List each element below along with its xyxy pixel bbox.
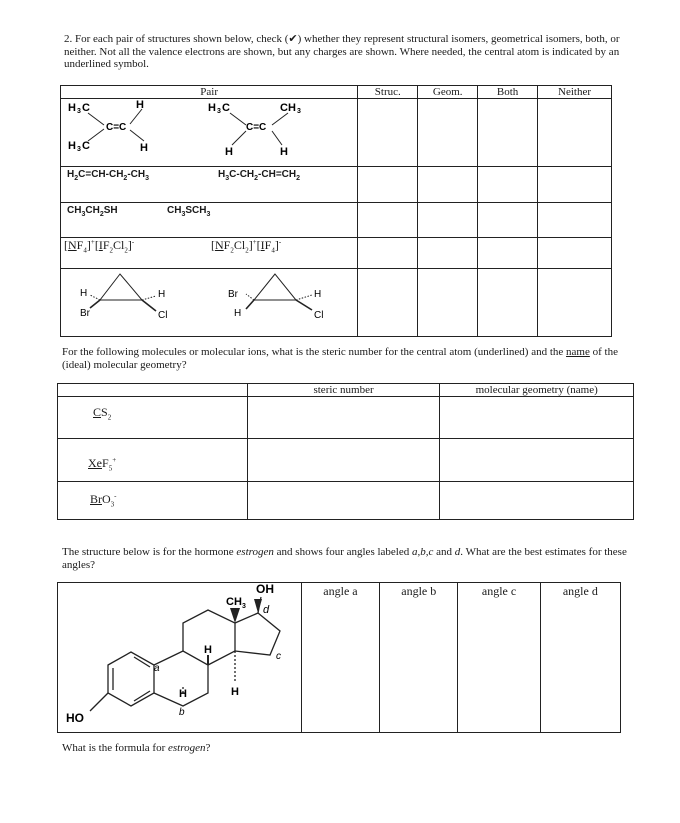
check-struc-2[interactable] [358, 167, 418, 203]
steric-bro3-answer[interactable] [247, 482, 440, 520]
label-ho: HO [66, 711, 84, 725]
svg-text:CH: CH [280, 102, 296, 114]
pair-2-right: $H_3C-CH_2-CH=CH_2$ [218, 169, 301, 182]
check-struc-3[interactable] [358, 203, 418, 238]
svg-text:H: H [208, 102, 216, 114]
steric-cs2-answer[interactable] [247, 397, 440, 439]
estrogen-formula-question: What is the formula for estrogen? [62, 742, 211, 754]
svg-text:CH: CH [226, 596, 242, 608]
atom-h-5a: H [80, 288, 88, 299]
svg-text:C=C: C=C [246, 122, 267, 133]
svg-text:H: H [234, 308, 242, 319]
svg-text:Cl: Cl [314, 310, 324, 321]
angle-d-cell[interactable] [540, 583, 620, 733]
header-molecular-geometry: molecular geometry (name) [440, 384, 634, 397]
atom-h-1b: H [140, 142, 148, 154]
angle-c-cell[interactable] [458, 583, 540, 733]
angle-b-label: angle b [401, 584, 437, 598]
svg-text:3: 3 [297, 108, 301, 115]
atom-h3c-1: H [68, 102, 76, 114]
atom-br-5a: Br [80, 308, 90, 319]
check-neither-1[interactable] [538, 99, 612, 167]
check-struc-1[interactable] [358, 99, 418, 167]
molecule-xef5: XeF$_5$+ [88, 456, 117, 473]
angle-b-cell[interactable] [380, 583, 458, 733]
svg-text:C: C [82, 140, 90, 152]
cyclopropane-pair-structures [60, 266, 360, 330]
angle-a-label: angle a [323, 584, 358, 598]
check-neither-5[interactable] [538, 269, 612, 337]
steric-xef5-answer[interactable] [247, 439, 440, 482]
pair-2-left: $H_2C=CH-CH_2-CH_3$ [67, 169, 150, 182]
estrogen-intro [62, 546, 632, 571]
label-c: c [276, 651, 281, 662]
label-a: a [154, 663, 160, 674]
svg-text:H: H [68, 140, 76, 152]
pair-3-left: $CH_3CH_2SH$ [67, 205, 118, 218]
header-steric-number: steric number [247, 384, 440, 397]
svg-text:H: H [158, 289, 166, 300]
svg-text:C=C: C=C [106, 122, 127, 133]
pair-4-left: $[NF_4]^+[IF_2Cl_2]^-$ [64, 238, 135, 255]
svg-text:C: C [222, 102, 230, 114]
atom-c-1: C [82, 102, 90, 114]
check-geom-5[interactable] [418, 269, 478, 337]
check-both-1[interactable] [478, 99, 538, 167]
pair-3-right: $CH_3SCH_3$ [167, 205, 211, 218]
header-neither: Neither [538, 86, 612, 99]
check-struc-5[interactable] [358, 269, 418, 337]
steric-intro [62, 346, 632, 371]
check-both-2[interactable] [478, 167, 538, 203]
label-h-right: H [231, 686, 239, 698]
label-b: b [179, 707, 185, 718]
molecule-bro3: BrO$_3$- [90, 492, 117, 509]
molecule-cs2: $CS_2$ [93, 405, 112, 422]
check-both-5[interactable] [478, 269, 538, 337]
svg-text:H: H [314, 289, 322, 300]
check-neither-4[interactable] [538, 238, 612, 269]
check-both-4[interactable] [478, 238, 538, 269]
label-h-top: H [204, 644, 212, 656]
molecule-xef5-cell [58, 439, 248, 482]
angle-a-cell[interactable] [301, 583, 379, 733]
estrogen-structure [58, 583, 303, 731]
header-struc: Struc. [358, 86, 418, 99]
svg-text:Br: Br [228, 289, 238, 300]
label-oh: OH [256, 583, 274, 596]
atom-h-1a: H [136, 99, 144, 111]
molecule-bro3-cell [58, 482, 248, 520]
estrogen-intro-text: The structure below is for the hormone estrogen and shows four angles labeled a,b,c and d. What are the best estimates for these angles? [62, 546, 627, 571]
check-geom-2[interactable] [418, 167, 478, 203]
pair-4-right: $[NF_2Cl_2]^+[IF_4]^-$ [211, 238, 282, 255]
check-struc-4[interactable] [358, 238, 418, 269]
check-geom-4[interactable] [418, 238, 478, 269]
label-d: d [263, 604, 270, 616]
geometry-xef5-answer[interactable] [440, 439, 634, 482]
steric-intro-text: For the following molecules or molecular ions, what is the steric number for the central atom (underlined) and the name of the (ideal) molecular geometry? [62, 346, 618, 371]
check-geom-1[interactable] [418, 99, 478, 167]
alkene-pair-structures [60, 95, 360, 165]
check-both-3[interactable] [478, 203, 538, 238]
steric-table [57, 383, 634, 520]
svg-text:H: H [280, 146, 288, 158]
atom-cl-5a: Cl [158, 310, 168, 321]
geometry-bro3-answer[interactable] [440, 482, 634, 520]
angle-c-label: angle c [481, 584, 517, 598]
header-pair: Pair [61, 86, 358, 99]
svg-text:3: 3 [77, 146, 81, 153]
molecule-cs2-cell [58, 397, 248, 439]
svg-text:3: 3 [242, 603, 246, 610]
header-both: Both [478, 86, 538, 99]
geometry-cs2-answer[interactable] [440, 397, 634, 439]
svg-text:3: 3 [217, 108, 221, 115]
check-geom-3[interactable] [418, 203, 478, 238]
question-2-intro: 2. For each pair of structures shown below, check (✔) whether they represent structural isomers, geometrical isomers, both, or neither. Not all the valence electrons are shown, but any charges are shown. Where needed, the central atom is indicated by an underlined symbol. [64, 33, 620, 70]
svg-text:3: 3 [77, 108, 81, 115]
label-h-left: H [179, 688, 187, 700]
check-neither-2[interactable] [538, 167, 612, 203]
header-geom: Geom. [418, 86, 478, 99]
svg-text:H: H [225, 146, 233, 158]
check-neither-3[interactable] [538, 203, 612, 238]
angle-d-label: angle d [562, 584, 598, 598]
